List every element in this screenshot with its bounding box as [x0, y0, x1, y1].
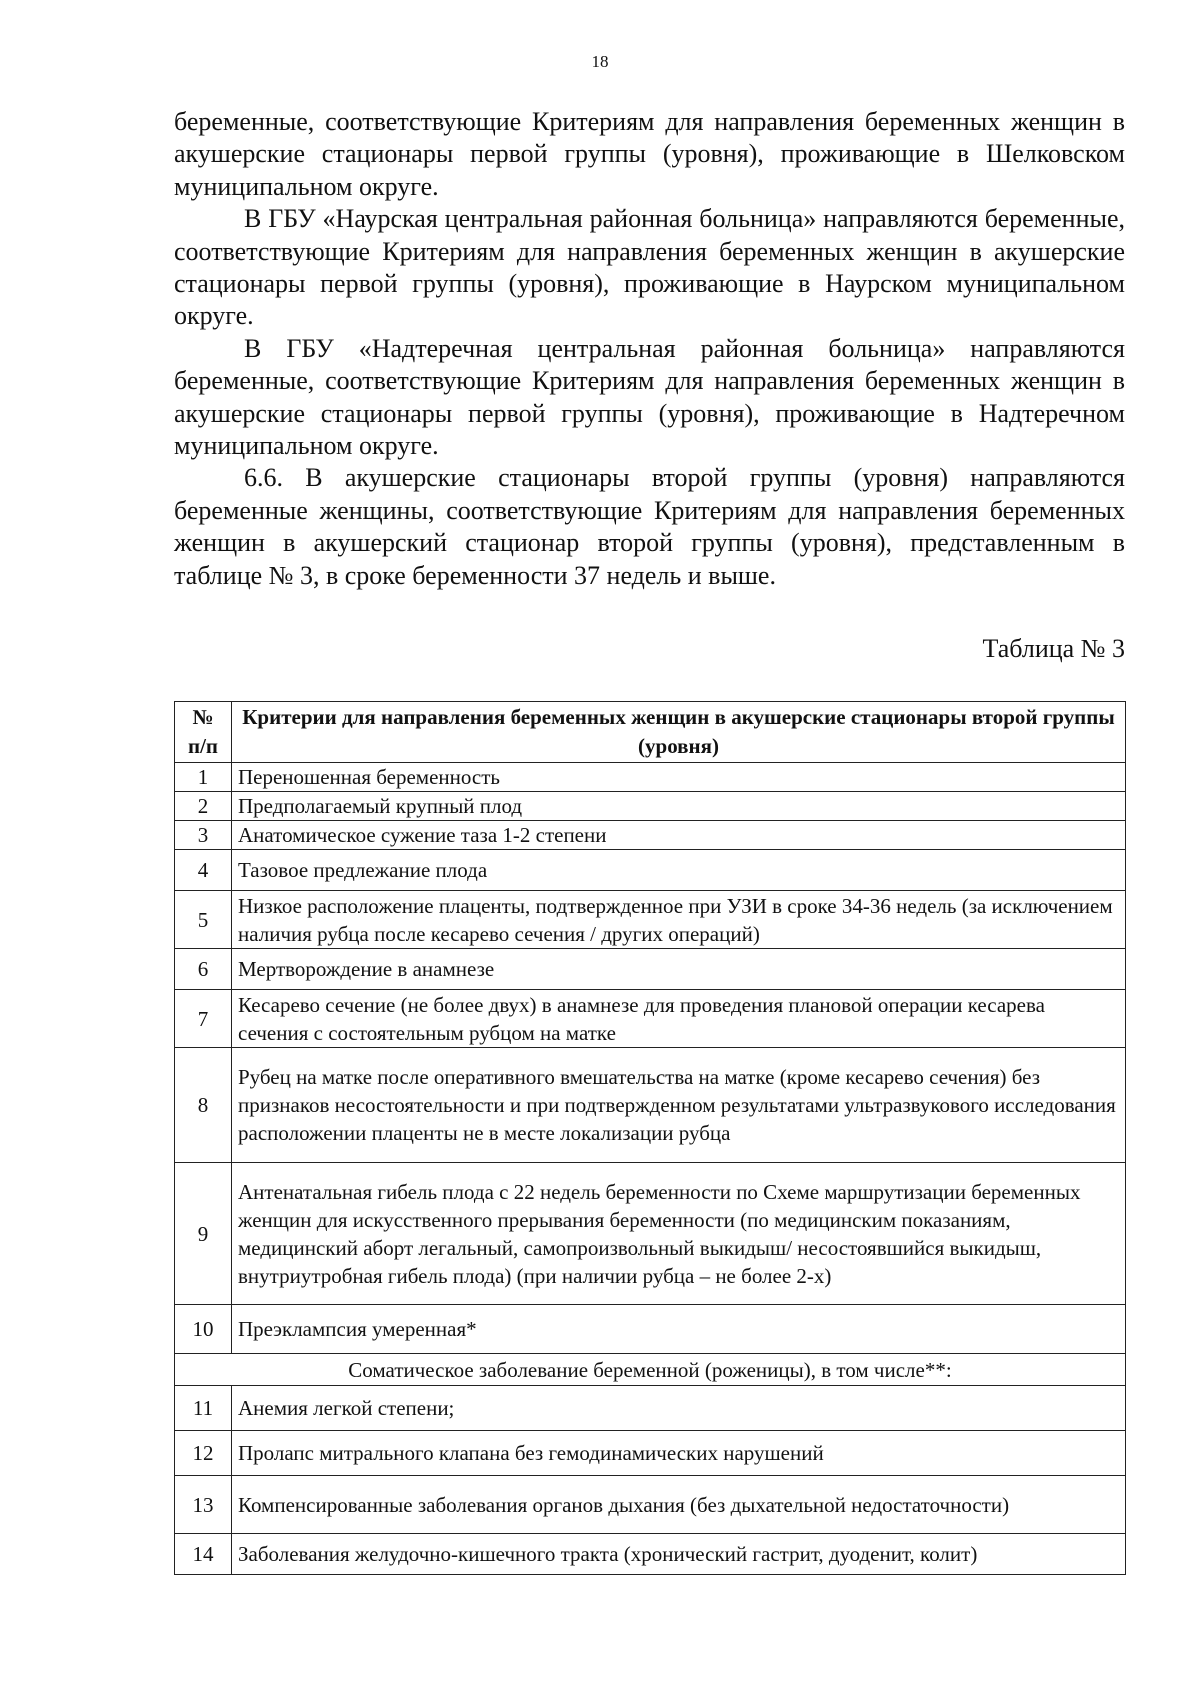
table-row	[175, 850, 1126, 891]
row-number: 14	[175, 1534, 232, 1575]
row-number: 1	[175, 763, 232, 792]
header-criteria: Критерии для направления беременных женщин в акушерские стационары второй группы (уровня)	[232, 702, 1126, 763]
row-number: 3	[175, 821, 232, 850]
row-number: 13	[175, 1476, 232, 1534]
table-row	[175, 990, 1126, 1048]
row-criterion: Преэклампсия умеренная*	[232, 1305, 1126, 1354]
row-criterion: Предполагаемый крупный плод	[232, 792, 1126, 821]
row-criterion: Тазовое предлежание плода	[232, 850, 1126, 891]
table-caption: Таблица № 3	[982, 634, 1125, 663]
row-criterion: Анатомическое сужение таза 1-2 степени	[232, 821, 1126, 850]
row-number: 5	[175, 891, 232, 949]
table-row	[175, 821, 1126, 850]
row-number: 6	[175, 949, 232, 990]
table-row	[175, 1431, 1126, 1476]
table-row	[175, 792, 1126, 821]
table-row	[175, 1534, 1126, 1575]
table-row	[175, 1476, 1126, 1534]
table-row	[175, 763, 1126, 792]
table-row	[175, 1048, 1126, 1163]
table-row	[175, 1305, 1126, 1354]
section-heading: Соматическое заболевание беременной (роженицы), в том числе**:	[175, 1354, 1126, 1386]
row-number: 10	[175, 1305, 232, 1354]
row-criterion: Заболевания желудочно-кишечного тракта (хронический гастрит, дуоденит, колит)	[232, 1534, 1126, 1575]
row-criterion: Мертворождение в анамнезе	[232, 949, 1126, 990]
criteria-table	[174, 701, 1126, 1575]
row-criterion: Анемия легкой степени;	[232, 1386, 1126, 1431]
row-number: 9	[175, 1163, 232, 1305]
paragraph-6-6: 6.6. В акушерские стационары второй группы (уровня) направляются беременные женщины, соответствующие Критериям для направления беременных женщин в акушерский стационар второй группы (уровня), представленным в таблице № 3, в сроке беременности 37 недель и выше.	[174, 463, 1125, 590]
row-criterion: Пролапс митрального клапана без гемодинамических нарушений	[232, 1431, 1126, 1476]
header-number: № п/п	[175, 702, 232, 763]
row-number: 12	[175, 1431, 232, 1476]
row-criterion: Низкое расположение плаценты, подтвержденное при УЗИ в сроке 34-36 недель (за исключением наличия рубца после кесарево сечения / других операций)	[232, 891, 1126, 949]
row-number: 4	[175, 850, 232, 891]
body-text	[174, 106, 1125, 592]
paragraph-naursky: В ГБУ «Наурская центральная районная больница» направляются беременные, соответствующие Критериям для направления беременных женщин в акушерские стационары первой группы (уровня), проживающие в Наурском муниципальном округе.	[174, 204, 1125, 331]
row-criterion: Антенатальная гибель плода с 22 недель беременности по Схеме маршрутизации беременных женщин для искусственного прерывания беременности (по медицинским показаниям, медицинский аборт легальный, самопроизвольный выкидыш/ несостоявшийся выкидыш, внутриутробная гибель плода) (при наличии рубца – не более 2-х)	[232, 1163, 1126, 1305]
row-number: 11	[175, 1386, 232, 1431]
row-number: 8	[175, 1048, 232, 1163]
table-row	[175, 949, 1126, 990]
row-criterion: Рубец на матке после оперативного вмешательства на матке (кроме кесарево сечения) без признаков несостоятельности и при подтвержденном результатами ультразвукового исследования расположении плаценты не в месте локализации рубца	[232, 1048, 1126, 1163]
row-number: 2	[175, 792, 232, 821]
row-criterion: Компенсированные заболевания органов дыхания (без дыхательной недостаточности)	[232, 1476, 1126, 1534]
row-number: 7	[175, 990, 232, 1048]
paragraph-nadterechny: В ГБУ «Надтеречная центральная районная больница» направляются беременные, соответствующие Критериям для направления беременных женщин в акушерские стационары первой группы (уровня), проживающие в Надтеречном муниципальном округе.	[174, 333, 1125, 461]
table-row	[175, 891, 1126, 949]
page-number: 18	[591, 52, 609, 71]
row-criterion: Кесарево сечение (не более двух) в анамнезе для проведения плановой операции кесарева сечения с состоятельным рубцом на матке	[232, 990, 1126, 1048]
table-row	[175, 1163, 1126, 1305]
row-criterion: Переношенная беременность	[232, 763, 1126, 792]
table-header-row	[175, 702, 1126, 763]
table-section-row	[175, 1354, 1126, 1386]
paragraph-shelkovsky: беременные, соответствующие Критериям для направления беременных женщин в акушерские стационары первой группы (уровня), проживающие в Шелковском муниципальном округе.	[174, 107, 1125, 201]
table-row	[175, 1386, 1126, 1431]
